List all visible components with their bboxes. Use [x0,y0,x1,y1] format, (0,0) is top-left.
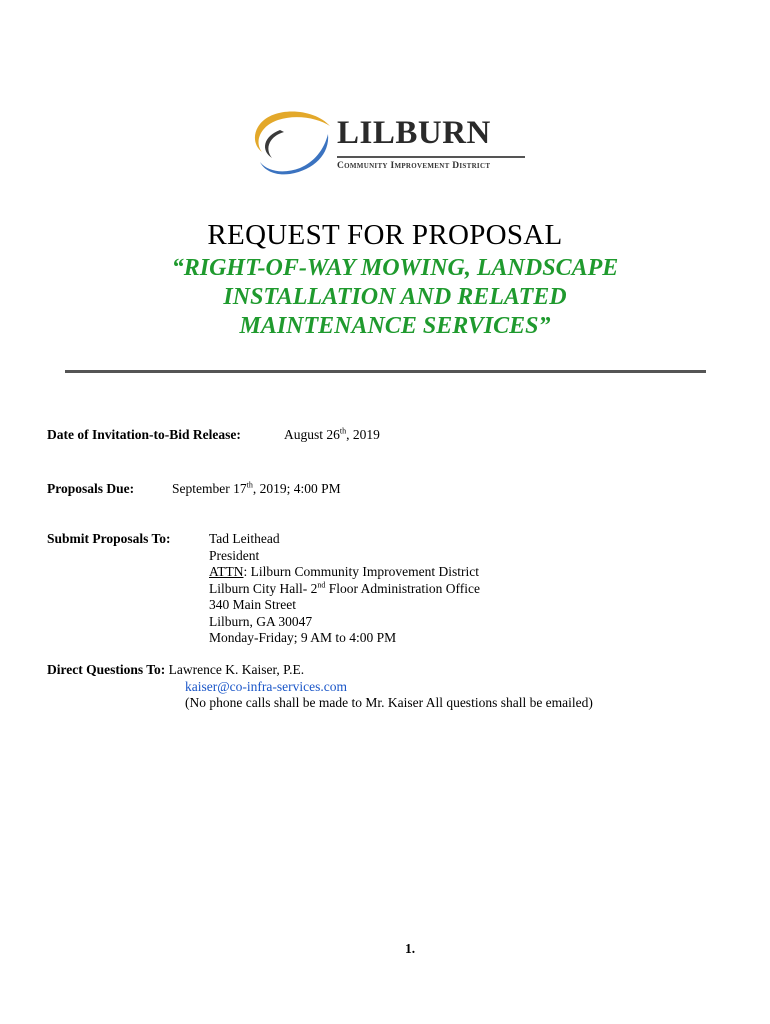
hall-line [209,581,480,598]
street-line: 340 Main Street [209,597,296,612]
contact-role: President [209,547,260,563]
document-subtitle [100,254,690,341]
logo-subtitle: Community Improvement District [337,161,491,171]
release-date-year: , 2019 [346,427,380,442]
attn-line [209,564,480,581]
logo-rule [337,156,525,158]
page-number: 1. [405,941,416,956]
subtitle-line: “RIGHT-OF-WAY MOWING, LANDSCAPE [171,255,619,281]
hours-line: Monday-Friday; 9 AM to 4:00 PM [209,630,397,645]
hall-before: Lilburn City Hall- 2 [209,580,318,596]
release-date-text: August 26 [284,427,340,442]
release-date [284,427,380,443]
submit-address [209,531,480,647]
attn-text: : Lilburn Community Improvement District [243,564,479,579]
logo-name: LILBURN [337,115,491,151]
attn-label: ATTN [209,564,244,579]
contact-name: Tad Leithead [209,531,280,546]
due-date-time: , 2019; 4:00 PM [252,481,341,496]
hall-sup: nd [317,580,326,589]
questions-label: Direct Questions To: [47,662,166,677]
swoosh-logo-icon [244,110,336,186]
document-title: REQUEST FOR PROPOSAL [207,219,563,251]
hall-after: Floor Administration Office [325,580,480,596]
release-date-sup: th [339,426,347,436]
questions-note: (No phone calls shall be made to Mr. Kaiser All questions shall be emailed) [185,695,593,710]
due-date-text: September 17 [172,481,247,496]
due-date-sup: th [246,480,253,490]
lilburn-cid-logo [244,110,534,186]
due-label: Proposals Due: [47,481,135,496]
due-date [172,481,341,497]
subtitle-line: INSTALLATION AND RELATED [223,284,567,310]
subtitle-line: MAINTENANCE SERVICES” [239,313,551,339]
section-divider [65,370,706,373]
questions-contact: Lawrence K. Kaiser, P.E. [165,662,305,677]
release-label: Date of Invitation-to-Bid Release: [47,427,241,442]
questions-line [47,662,304,678]
city-line: Lilburn, GA 30047 [209,613,313,629]
contact-email-link[interactable]: kaiser@co-infra-services.com [185,679,347,694]
submit-label: Submit Proposals To: [47,531,171,546]
